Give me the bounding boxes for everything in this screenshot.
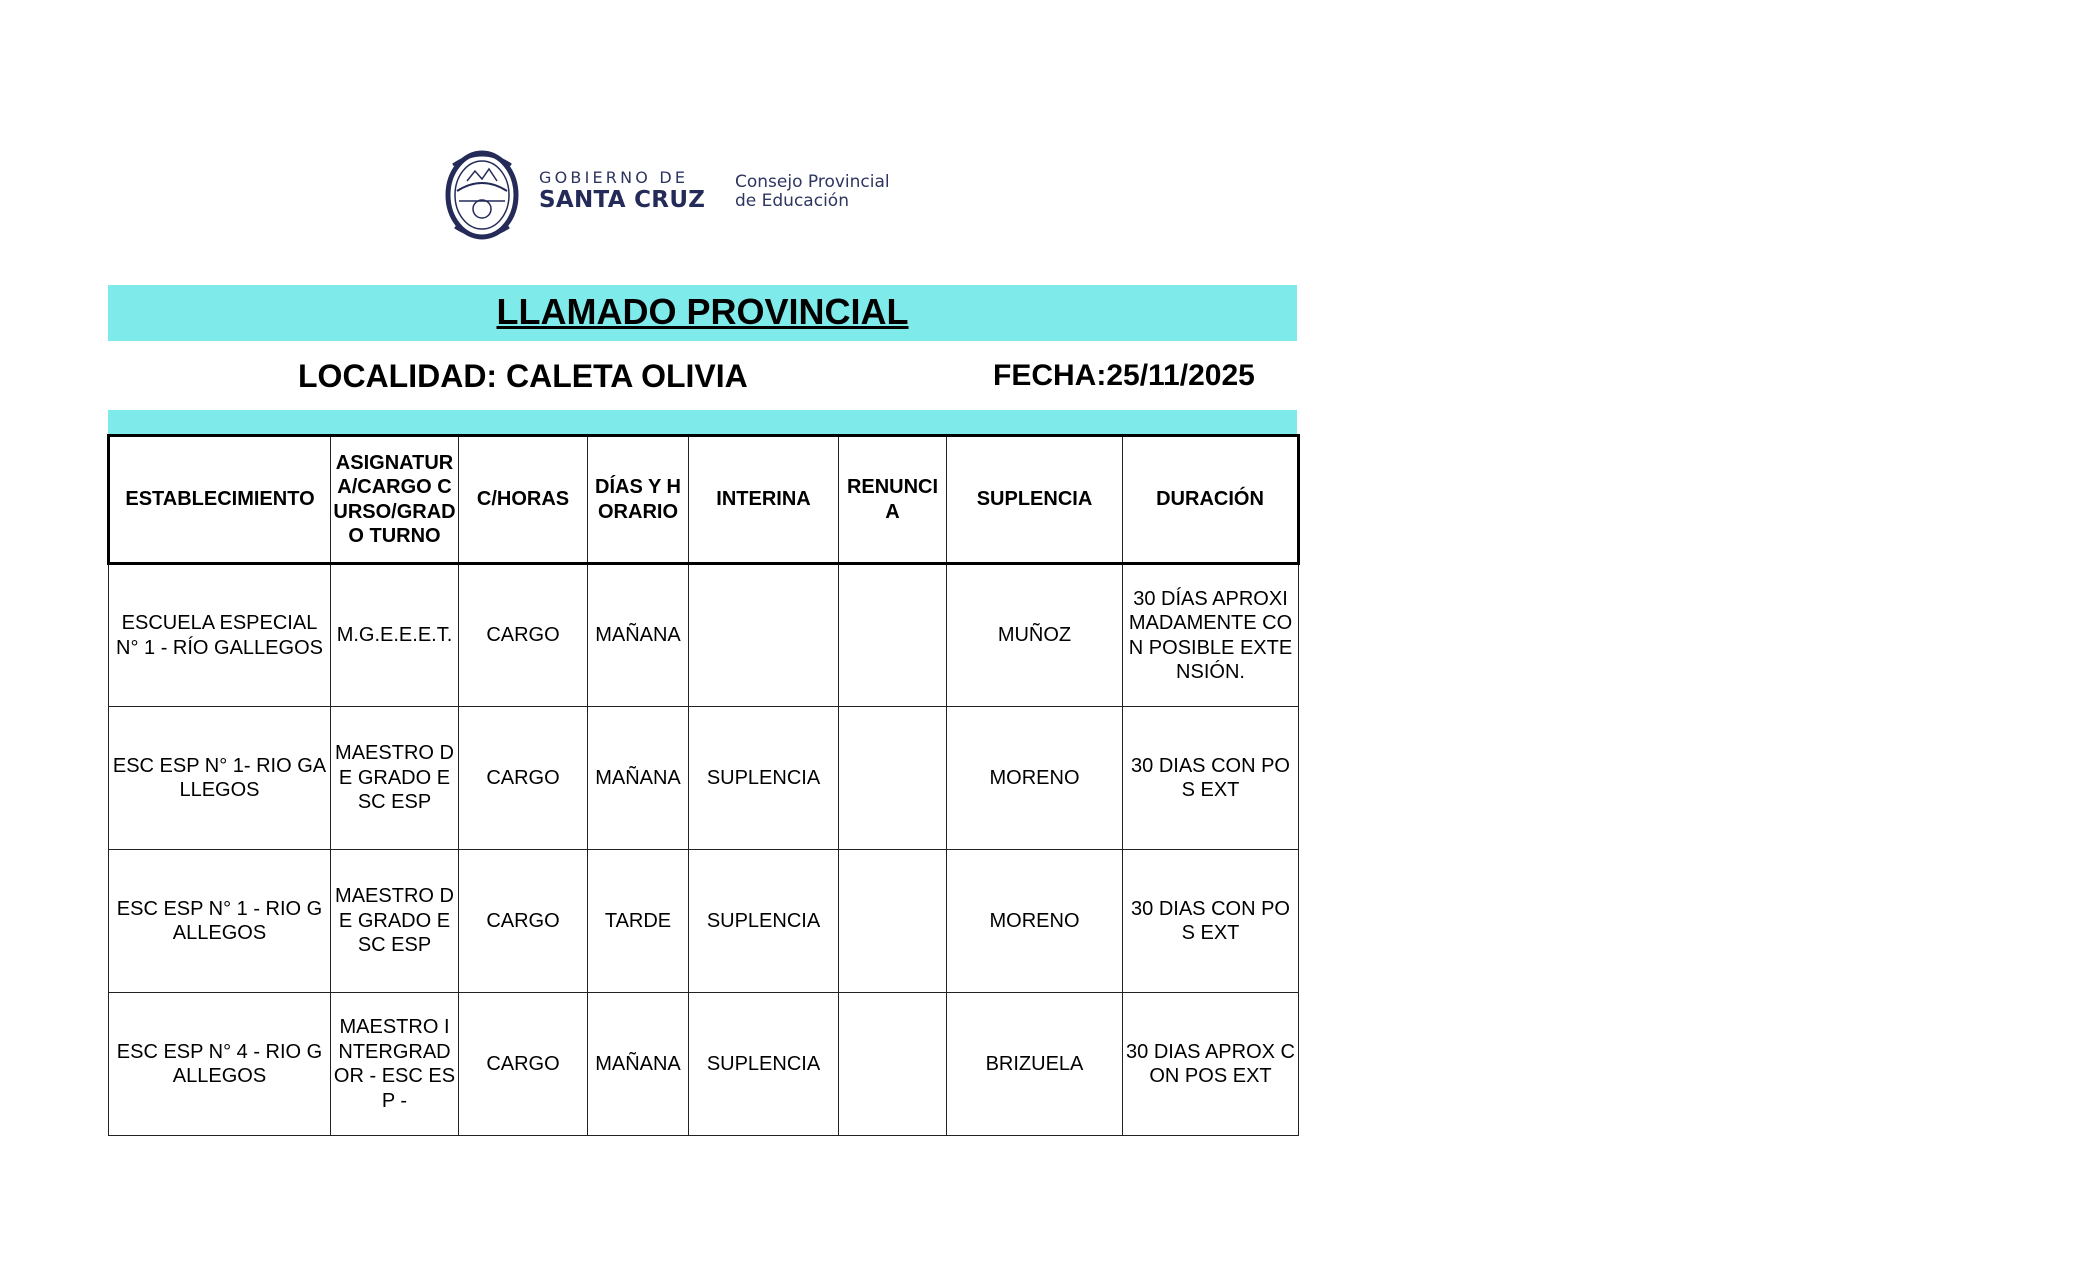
santa-cruz-text: SANTA CRUZ xyxy=(539,187,706,213)
cell-asignatura: MAESTRO DE GRADO ESC ESP xyxy=(331,707,459,850)
cell-establecimiento: ESCUELA ESPECIAL N° 1 - RÍO GALLEGOS xyxy=(109,564,331,707)
gobierno-logo-text xyxy=(539,169,705,213)
cell-suplencia: MUÑOZ xyxy=(947,564,1123,707)
table-row xyxy=(109,993,1299,1136)
header-renuncia: RENUNCIA xyxy=(839,436,947,564)
cell-dias-horario: MAÑANA xyxy=(588,707,689,850)
header-establecimiento: ESTABLECIMIENTO xyxy=(109,436,331,564)
cell-establecimiento: ESC ESP N° 1- RIO GALLEGOS xyxy=(109,707,331,850)
cell-suplencia: BRIZUELA xyxy=(947,993,1123,1136)
cell-c-horas: CARGO xyxy=(459,564,588,707)
cell-c-horas: CARGO xyxy=(459,993,588,1136)
table-row xyxy=(109,564,1299,707)
cell-asignatura: M.G.E.E.E.T. xyxy=(331,564,459,707)
cell-renuncia xyxy=(839,850,947,993)
cell-interina: SUPLENCIA xyxy=(689,993,839,1136)
page-title: LLAMADO PROVINCIAL xyxy=(496,291,909,332)
cell-c-horas: CARGO xyxy=(459,850,588,993)
cell-c-horas: CARGO xyxy=(459,707,588,850)
header-duracion: DURACIÓN xyxy=(1123,436,1299,564)
cell-duracion: 30 DIAS CON POS EXT xyxy=(1123,707,1299,850)
cell-duracion: 30 DÍAS APROXIMADAMENTE CON POSIBLE EXTENSIÓN. xyxy=(1123,564,1299,707)
fecha-label: FECHA:25/11/2025 xyxy=(993,359,1255,392)
header-dias-horario: DÍAS Y HORARIO xyxy=(588,436,689,564)
header-logo xyxy=(445,145,905,241)
gobierno-de-text: GOBIERNO DE xyxy=(539,168,689,187)
cell-interina: SUPLENCIA xyxy=(689,850,839,993)
consejo-line2: de Educación xyxy=(735,191,849,211)
header-asignatura: ASIGNATURA/CARGO CURSO/GRADO TURNO xyxy=(331,436,459,564)
cell-duracion: 30 DIAS CON POS EXT xyxy=(1123,850,1299,993)
table-row xyxy=(109,707,1299,850)
santa-cruz-seal-icon xyxy=(445,145,519,241)
header-suplencia: SUPLENCIA xyxy=(947,436,1123,564)
cell-interina: SUPLENCIA xyxy=(689,707,839,850)
consejo-logo-text xyxy=(735,173,890,211)
header-divider-band xyxy=(108,410,1297,434)
header-interina: INTERINA xyxy=(689,436,839,564)
cell-renuncia xyxy=(839,993,947,1136)
cell-suplencia: MORENO xyxy=(947,707,1123,850)
cell-dias-horario: TARDE xyxy=(588,850,689,993)
table-row xyxy=(109,850,1299,993)
table-header-row xyxy=(109,436,1299,564)
cell-suplencia: MORENO xyxy=(947,850,1123,993)
llamado-table xyxy=(107,434,1300,1136)
cell-establecimiento: ESC ESP N° 1 - RIO GALLEGOS xyxy=(109,850,331,993)
cell-interina xyxy=(689,564,839,707)
cell-dias-horario: MAÑANA xyxy=(588,564,689,707)
consejo-line1: Consejo Provincial xyxy=(735,172,890,192)
cell-dias-horario: MAÑANA xyxy=(588,993,689,1136)
cell-establecimiento: ESC ESP N° 4 - RIO GALLEGOS xyxy=(109,993,331,1136)
localidad-label: LOCALIDAD: CALETA OLIVIA xyxy=(298,358,748,394)
cell-renuncia xyxy=(839,707,947,850)
cell-asignatura: MAESTRO INTERGRADOR - ESC ESP - xyxy=(331,993,459,1136)
cell-duracion: 30 DIAS APROX CON POS EXT xyxy=(1123,993,1299,1136)
header-c-horas: C/HORAS xyxy=(459,436,588,564)
cell-asignatura: MAESTRO DE GRADO ESC ESP xyxy=(331,850,459,993)
cell-renuncia xyxy=(839,564,947,707)
